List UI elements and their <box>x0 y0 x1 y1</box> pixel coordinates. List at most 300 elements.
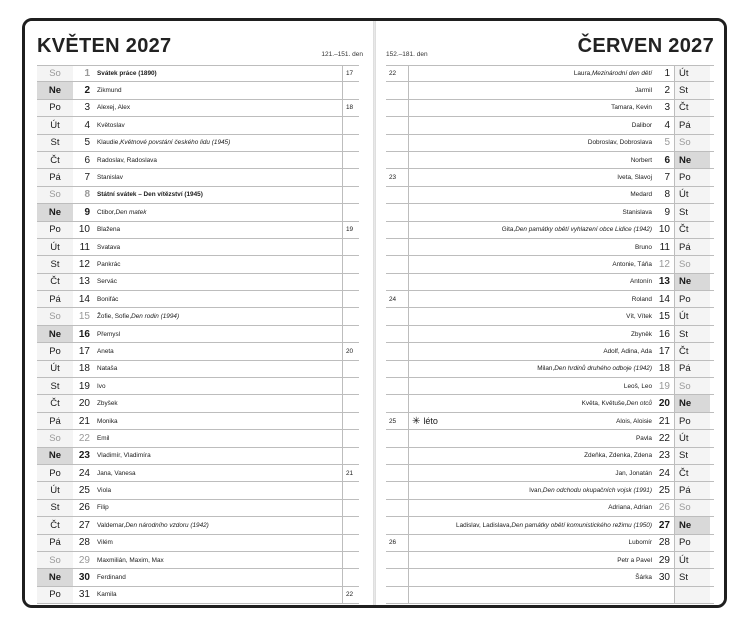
weekday-label: Po <box>37 343 73 359</box>
day-row[interactable] <box>37 430 359 447</box>
weekday-label: St <box>37 256 73 272</box>
name-day-names: Milan, <box>537 365 555 373</box>
day-row[interactable] <box>386 448 714 465</box>
week-number <box>342 135 362 151</box>
name-day-names: Filip <box>97 504 109 512</box>
name-day-text <box>97 500 341 516</box>
day-row[interactable] <box>37 517 359 534</box>
weekday-label: Ne <box>37 204 73 220</box>
name-day-text <box>97 274 341 290</box>
day-number: 20 <box>78 398 90 410</box>
day-row[interactable] <box>386 413 714 430</box>
day-row[interactable] <box>386 535 714 552</box>
name-day-names: Medard <box>630 191 652 199</box>
day-row[interactable] <box>386 204 714 221</box>
name-day-names: Stanislav <box>97 174 123 182</box>
week-number: 19 <box>342 222 362 238</box>
name-day-names: Monika <box>97 417 118 425</box>
name-day-names: Zikmund <box>97 87 122 95</box>
name-day-text <box>97 552 341 568</box>
right-page-june <box>376 21 724 605</box>
name-day-names: Jarmil <box>634 87 652 95</box>
name-day-text <box>456 308 652 324</box>
day-row[interactable] <box>386 361 714 378</box>
name-day-text <box>97 308 341 324</box>
week-number <box>386 239 409 255</box>
week-number <box>342 187 362 203</box>
week-number <box>342 308 362 324</box>
week-number <box>342 204 362 220</box>
season-marker <box>412 482 462 498</box>
day-number: 2 <box>664 85 670 97</box>
season-marker <box>412 569 462 585</box>
name-day-names: Vít, Vítek <box>626 313 652 321</box>
week-number <box>386 308 409 324</box>
day-row[interactable] <box>37 413 359 430</box>
day-row[interactable] <box>386 465 714 482</box>
day-row[interactable] <box>37 82 359 99</box>
week-number <box>386 222 409 238</box>
day-number: 18 <box>78 363 90 375</box>
weekday-label: Pá <box>37 291 73 307</box>
weekday-label: Čt <box>674 465 710 481</box>
season-marker <box>412 430 462 446</box>
name-day-names: Petr a Pavel <box>617 556 652 564</box>
weekday-label: Čt <box>674 343 710 359</box>
day-number: 30 <box>658 572 670 584</box>
weekday-label: Po <box>37 465 73 481</box>
name-day-text <box>97 66 341 81</box>
name-day-text <box>456 82 652 98</box>
weekday-label: Ne <box>674 274 710 290</box>
day-number: 11 <box>79 241 90 253</box>
week-number: 24 <box>386 291 409 307</box>
day-row[interactable] <box>37 378 359 395</box>
season-marker <box>412 326 462 342</box>
day-list <box>386 65 714 604</box>
day-number: 26 <box>658 502 670 514</box>
weekday-label: So <box>37 187 73 203</box>
day-row[interactable] <box>386 169 714 186</box>
season-marker <box>412 152 462 168</box>
name-day-text <box>456 169 652 185</box>
weekday-label: Pá <box>37 535 73 551</box>
name-day-names: Ivo <box>97 382 106 390</box>
day-number: 14 <box>658 293 670 305</box>
weekday-label: So <box>37 308 73 324</box>
day-number: 6 <box>84 154 90 166</box>
name-day-text <box>456 361 652 377</box>
name-day-text <box>97 482 341 498</box>
season-marker <box>412 308 462 324</box>
name-day-text <box>97 117 341 133</box>
name-day-text <box>456 239 652 255</box>
name-day-text <box>456 569 652 585</box>
weekday-label: Po <box>37 100 73 116</box>
day-number: 5 <box>664 137 670 149</box>
day-row[interactable] <box>386 587 714 604</box>
weekday-label: Pá <box>37 169 73 185</box>
day-number: 27 <box>78 519 90 531</box>
weekday-label <box>674 587 710 603</box>
day-row[interactable] <box>386 274 714 291</box>
name-day-text <box>97 100 341 116</box>
weekday-label: Ne <box>37 448 73 464</box>
weekday-label: Po <box>37 222 73 238</box>
day-number: 25 <box>658 485 670 497</box>
day-row[interactable] <box>37 361 359 378</box>
day-row[interactable] <box>37 187 359 204</box>
name-day-text <box>97 169 341 185</box>
day-row[interactable] <box>386 65 714 82</box>
day-range: 152.–181. den <box>386 51 428 58</box>
day-row[interactable] <box>386 343 714 360</box>
day-row[interactable] <box>386 239 714 256</box>
name-day-text <box>97 569 341 585</box>
name-day-names: Lubomír <box>628 539 652 547</box>
name-day-names: Stanislava <box>622 208 652 216</box>
name-day-text <box>456 378 652 394</box>
name-day-names: Květoslav <box>97 121 125 129</box>
weekday-label: St <box>674 82 710 98</box>
weekday-label: Út <box>37 239 73 255</box>
weekday-label: Út <box>674 552 710 568</box>
weekday-label: St <box>674 569 710 585</box>
name-day-text <box>456 204 652 220</box>
weekday-label: Ne <box>674 395 710 411</box>
day-number: 7 <box>84 172 90 184</box>
day-row[interactable] <box>37 152 359 169</box>
name-day-names: Viola <box>97 487 112 495</box>
day-row[interactable] <box>386 552 714 569</box>
day-row[interactable] <box>386 256 714 273</box>
name-day-names: Aneta <box>97 347 114 355</box>
name-day-names: Šárka <box>635 574 652 582</box>
month-title: KVĚTEN 2027 <box>37 35 172 57</box>
observance-text: Den otců <box>626 400 652 408</box>
weekday-label: St <box>674 326 710 342</box>
day-number: 22 <box>658 432 670 444</box>
day-row[interactable] <box>37 326 359 343</box>
season-marker <box>412 448 462 464</box>
day-row[interactable] <box>37 343 359 360</box>
day-number: 4 <box>84 119 90 131</box>
day-row[interactable] <box>386 152 714 169</box>
name-day-text <box>456 187 652 203</box>
week-number <box>342 378 362 394</box>
day-row[interactable] <box>37 465 359 482</box>
week-number: 25 <box>386 413 409 429</box>
week-number <box>342 413 362 429</box>
week-number: 22 <box>342 587 362 603</box>
name-day-text <box>456 222 652 238</box>
weekday-label: Ne <box>37 82 73 98</box>
day-row[interactable] <box>386 117 714 134</box>
week-number <box>386 361 409 377</box>
week-number: 22 <box>386 66 409 81</box>
day-row[interactable] <box>37 482 359 499</box>
name-day-text <box>456 482 652 498</box>
weekday-label: Út <box>37 482 73 498</box>
name-day-text <box>456 256 652 272</box>
day-row[interactable] <box>37 239 359 256</box>
weekday-label: Út <box>674 187 710 203</box>
season-marker <box>412 274 462 290</box>
day-number: 7 <box>664 172 670 184</box>
season-marker <box>412 361 462 377</box>
week-number <box>386 152 409 168</box>
day-row[interactable] <box>37 395 359 412</box>
name-day-names: Bonifác <box>97 295 119 303</box>
week-number <box>386 187 409 203</box>
day-number: 28 <box>78 537 90 549</box>
week-number <box>386 117 409 133</box>
season-marker <box>412 82 462 98</box>
day-number: 21 <box>658 415 670 427</box>
day-number: 18 <box>658 363 670 375</box>
name-day-names: Adolf, Adina, Ada <box>603 347 652 355</box>
day-row[interactable] <box>37 587 359 604</box>
name-day-text <box>97 448 341 464</box>
day-row[interactable] <box>37 204 359 221</box>
week-number: 26 <box>386 535 409 551</box>
day-row[interactable] <box>386 569 714 586</box>
day-number: 15 <box>78 311 90 323</box>
name-day-text <box>456 517 652 533</box>
weekday-label: Pá <box>674 482 710 498</box>
day-row[interactable] <box>37 569 359 586</box>
name-day-names: Státní svátek – Den vítězství (1945) <box>97 191 203 199</box>
name-day-text <box>97 517 341 533</box>
name-day-names: Květa, Květuše, <box>581 400 627 408</box>
month-title: ČERVEN 2027 <box>577 35 714 57</box>
week-number <box>342 256 362 272</box>
season-marker <box>412 587 462 603</box>
name-day-text <box>456 430 652 446</box>
day-row[interactable] <box>386 517 714 534</box>
season-marker <box>412 291 462 307</box>
weekday-label: St <box>37 135 73 151</box>
day-number: 16 <box>658 328 670 340</box>
name-day-names: Iveta, Slavoj <box>617 174 652 182</box>
weekday-label: So <box>37 430 73 446</box>
weekday-label: Čt <box>37 395 73 411</box>
day-number: 2 <box>84 85 90 97</box>
day-row[interactable] <box>386 326 714 343</box>
day-row[interactable] <box>386 187 714 204</box>
name-day-names: Maxmilián, Maxim, Max <box>97 556 164 564</box>
week-number <box>386 448 409 464</box>
season-marker <box>412 413 462 429</box>
week-number <box>386 204 409 220</box>
name-day-names: Servác <box>97 278 117 286</box>
day-number: 8 <box>664 189 670 201</box>
day-range: 121.–151. den <box>321 51 363 58</box>
weekday-label: Út <box>674 66 710 81</box>
name-day-text <box>97 239 341 255</box>
name-day-text <box>97 326 341 342</box>
name-day-names: Roland <box>631 295 652 303</box>
day-number: 12 <box>78 258 90 270</box>
weekday-label: St <box>674 204 710 220</box>
day-row[interactable] <box>386 308 714 325</box>
name-day-text <box>456 587 652 603</box>
day-row[interactable] <box>37 552 359 569</box>
name-day-names: Antonín <box>629 278 652 286</box>
day-row[interactable] <box>386 100 714 117</box>
day-number <box>654 587 672 603</box>
name-day-text <box>97 152 341 168</box>
day-row[interactable] <box>37 256 359 273</box>
name-day-names: Zdeňka, Zdenka, Zdena <box>584 452 652 460</box>
weekday-label: Po <box>37 587 73 603</box>
day-row[interactable] <box>386 482 714 499</box>
name-day-text <box>97 204 341 220</box>
name-day-names: Alexej, Alex <box>97 104 131 112</box>
week-number <box>342 152 362 168</box>
day-number: 22 <box>78 432 90 444</box>
weekday-label: So <box>37 66 73 81</box>
week-number <box>386 378 409 394</box>
day-number: 24 <box>658 467 670 479</box>
name-day-text <box>97 395 341 411</box>
weekday-label: Pá <box>674 361 710 377</box>
weekday-label: So <box>674 500 710 516</box>
week-number <box>342 482 362 498</box>
day-row[interactable] <box>386 430 714 447</box>
day-row[interactable] <box>37 117 359 134</box>
name-day-names: Alois, Aloisie <box>616 417 652 425</box>
week-number <box>386 343 409 359</box>
name-day-text <box>97 587 341 603</box>
name-day-text <box>456 552 652 568</box>
day-row[interactable] <box>386 82 714 99</box>
name-day-text <box>97 135 341 151</box>
name-day-names: Bruno <box>634 243 652 251</box>
week-number <box>386 82 409 98</box>
week-number <box>386 274 409 290</box>
week-number <box>386 587 409 603</box>
week-number <box>342 552 362 568</box>
season-marker <box>412 552 462 568</box>
weekday-label: Po <box>674 169 710 185</box>
day-number: 5 <box>84 137 90 149</box>
day-row[interactable] <box>37 169 359 186</box>
observance-text: Den odchodu okupačních vojsk (1991) <box>542 487 652 495</box>
season-marker <box>412 535 462 551</box>
week-number <box>342 395 362 411</box>
day-number: 17 <box>658 345 670 357</box>
name-day-names: Ladislav, Ladislava, <box>456 521 512 529</box>
day-row[interactable] <box>37 535 359 552</box>
day-number: 30 <box>78 572 90 584</box>
name-day-names: Jana, Vanesa <box>97 469 136 477</box>
day-row[interactable] <box>386 395 714 412</box>
day-row[interactable] <box>37 274 359 291</box>
week-number <box>386 100 409 116</box>
week-number <box>342 430 362 446</box>
season-marker <box>412 465 462 481</box>
name-day-text <box>97 343 341 359</box>
name-day-names: Ctibor, <box>97 208 116 216</box>
name-day-names: Jan, Jonatán <box>615 469 652 477</box>
day-row[interactable] <box>386 222 714 239</box>
day-number: 29 <box>78 554 90 566</box>
weekday-label: St <box>37 500 73 516</box>
weekday-label: Ne <box>37 569 73 585</box>
observance-text: Den hrdinů druhého odboje (1942) <box>554 365 652 373</box>
day-number: 15 <box>658 311 670 323</box>
name-day-names: Adriana, Adrian <box>608 504 652 512</box>
day-row[interactable] <box>37 448 359 465</box>
name-day-text <box>97 361 341 377</box>
day-row[interactable] <box>37 135 359 152</box>
weekday-label: Čt <box>37 152 73 168</box>
day-number: 4 <box>664 119 670 131</box>
day-row[interactable] <box>37 222 359 239</box>
day-number: 29 <box>658 554 670 566</box>
weekday-label: Čt <box>674 100 710 116</box>
day-row[interactable] <box>386 291 714 308</box>
name-day-text <box>97 413 341 429</box>
day-number: 28 <box>658 537 670 549</box>
name-day-names: Žofie, Sofie, <box>97 313 132 321</box>
weekday-label: Út <box>37 117 73 133</box>
week-number: 20 <box>342 343 362 359</box>
day-number: 23 <box>658 450 670 462</box>
weekday-label: So <box>37 552 73 568</box>
week-number <box>386 482 409 498</box>
name-day-names: Norbert <box>630 156 652 164</box>
week-number <box>386 430 409 446</box>
day-row[interactable] <box>386 135 714 152</box>
name-day-names: Klaudie, <box>97 139 121 147</box>
day-number: 6 <box>664 154 670 166</box>
day-row[interactable] <box>37 100 359 117</box>
day-row[interactable] <box>37 65 359 82</box>
day-row[interactable] <box>37 308 359 325</box>
day-row[interactable] <box>386 378 714 395</box>
week-number <box>386 465 409 481</box>
weekday-label: So <box>674 135 710 151</box>
observance-text: Den rodin (1994) <box>131 313 180 321</box>
day-row[interactable] <box>386 500 714 517</box>
name-day-text <box>456 326 652 342</box>
season-marker <box>412 187 462 203</box>
weekday-label: Čt <box>674 222 710 238</box>
weekday-label: St <box>674 448 710 464</box>
day-number: 9 <box>84 206 90 218</box>
season-marker <box>412 135 462 151</box>
name-day-names: Gita, <box>501 226 516 234</box>
day-number: 19 <box>658 380 670 392</box>
name-day-text <box>456 413 652 429</box>
week-number: 23 <box>386 169 409 185</box>
observance-text: Den památky obětí komunistického režimu (1950) <box>511 521 652 529</box>
week-number <box>342 569 362 585</box>
season-marker <box>412 343 462 359</box>
day-number: 10 <box>78 224 90 236</box>
day-row[interactable] <box>37 291 359 308</box>
name-day-text <box>456 448 652 464</box>
season-marker <box>412 395 462 411</box>
day-row[interactable] <box>37 500 359 517</box>
name-day-text <box>456 66 652 81</box>
name-day-text <box>97 465 341 481</box>
observance-text: Mezinárodní den dětí <box>591 70 652 78</box>
season-marker <box>412 222 462 238</box>
name-day-names: Ferdinand <box>97 574 126 582</box>
